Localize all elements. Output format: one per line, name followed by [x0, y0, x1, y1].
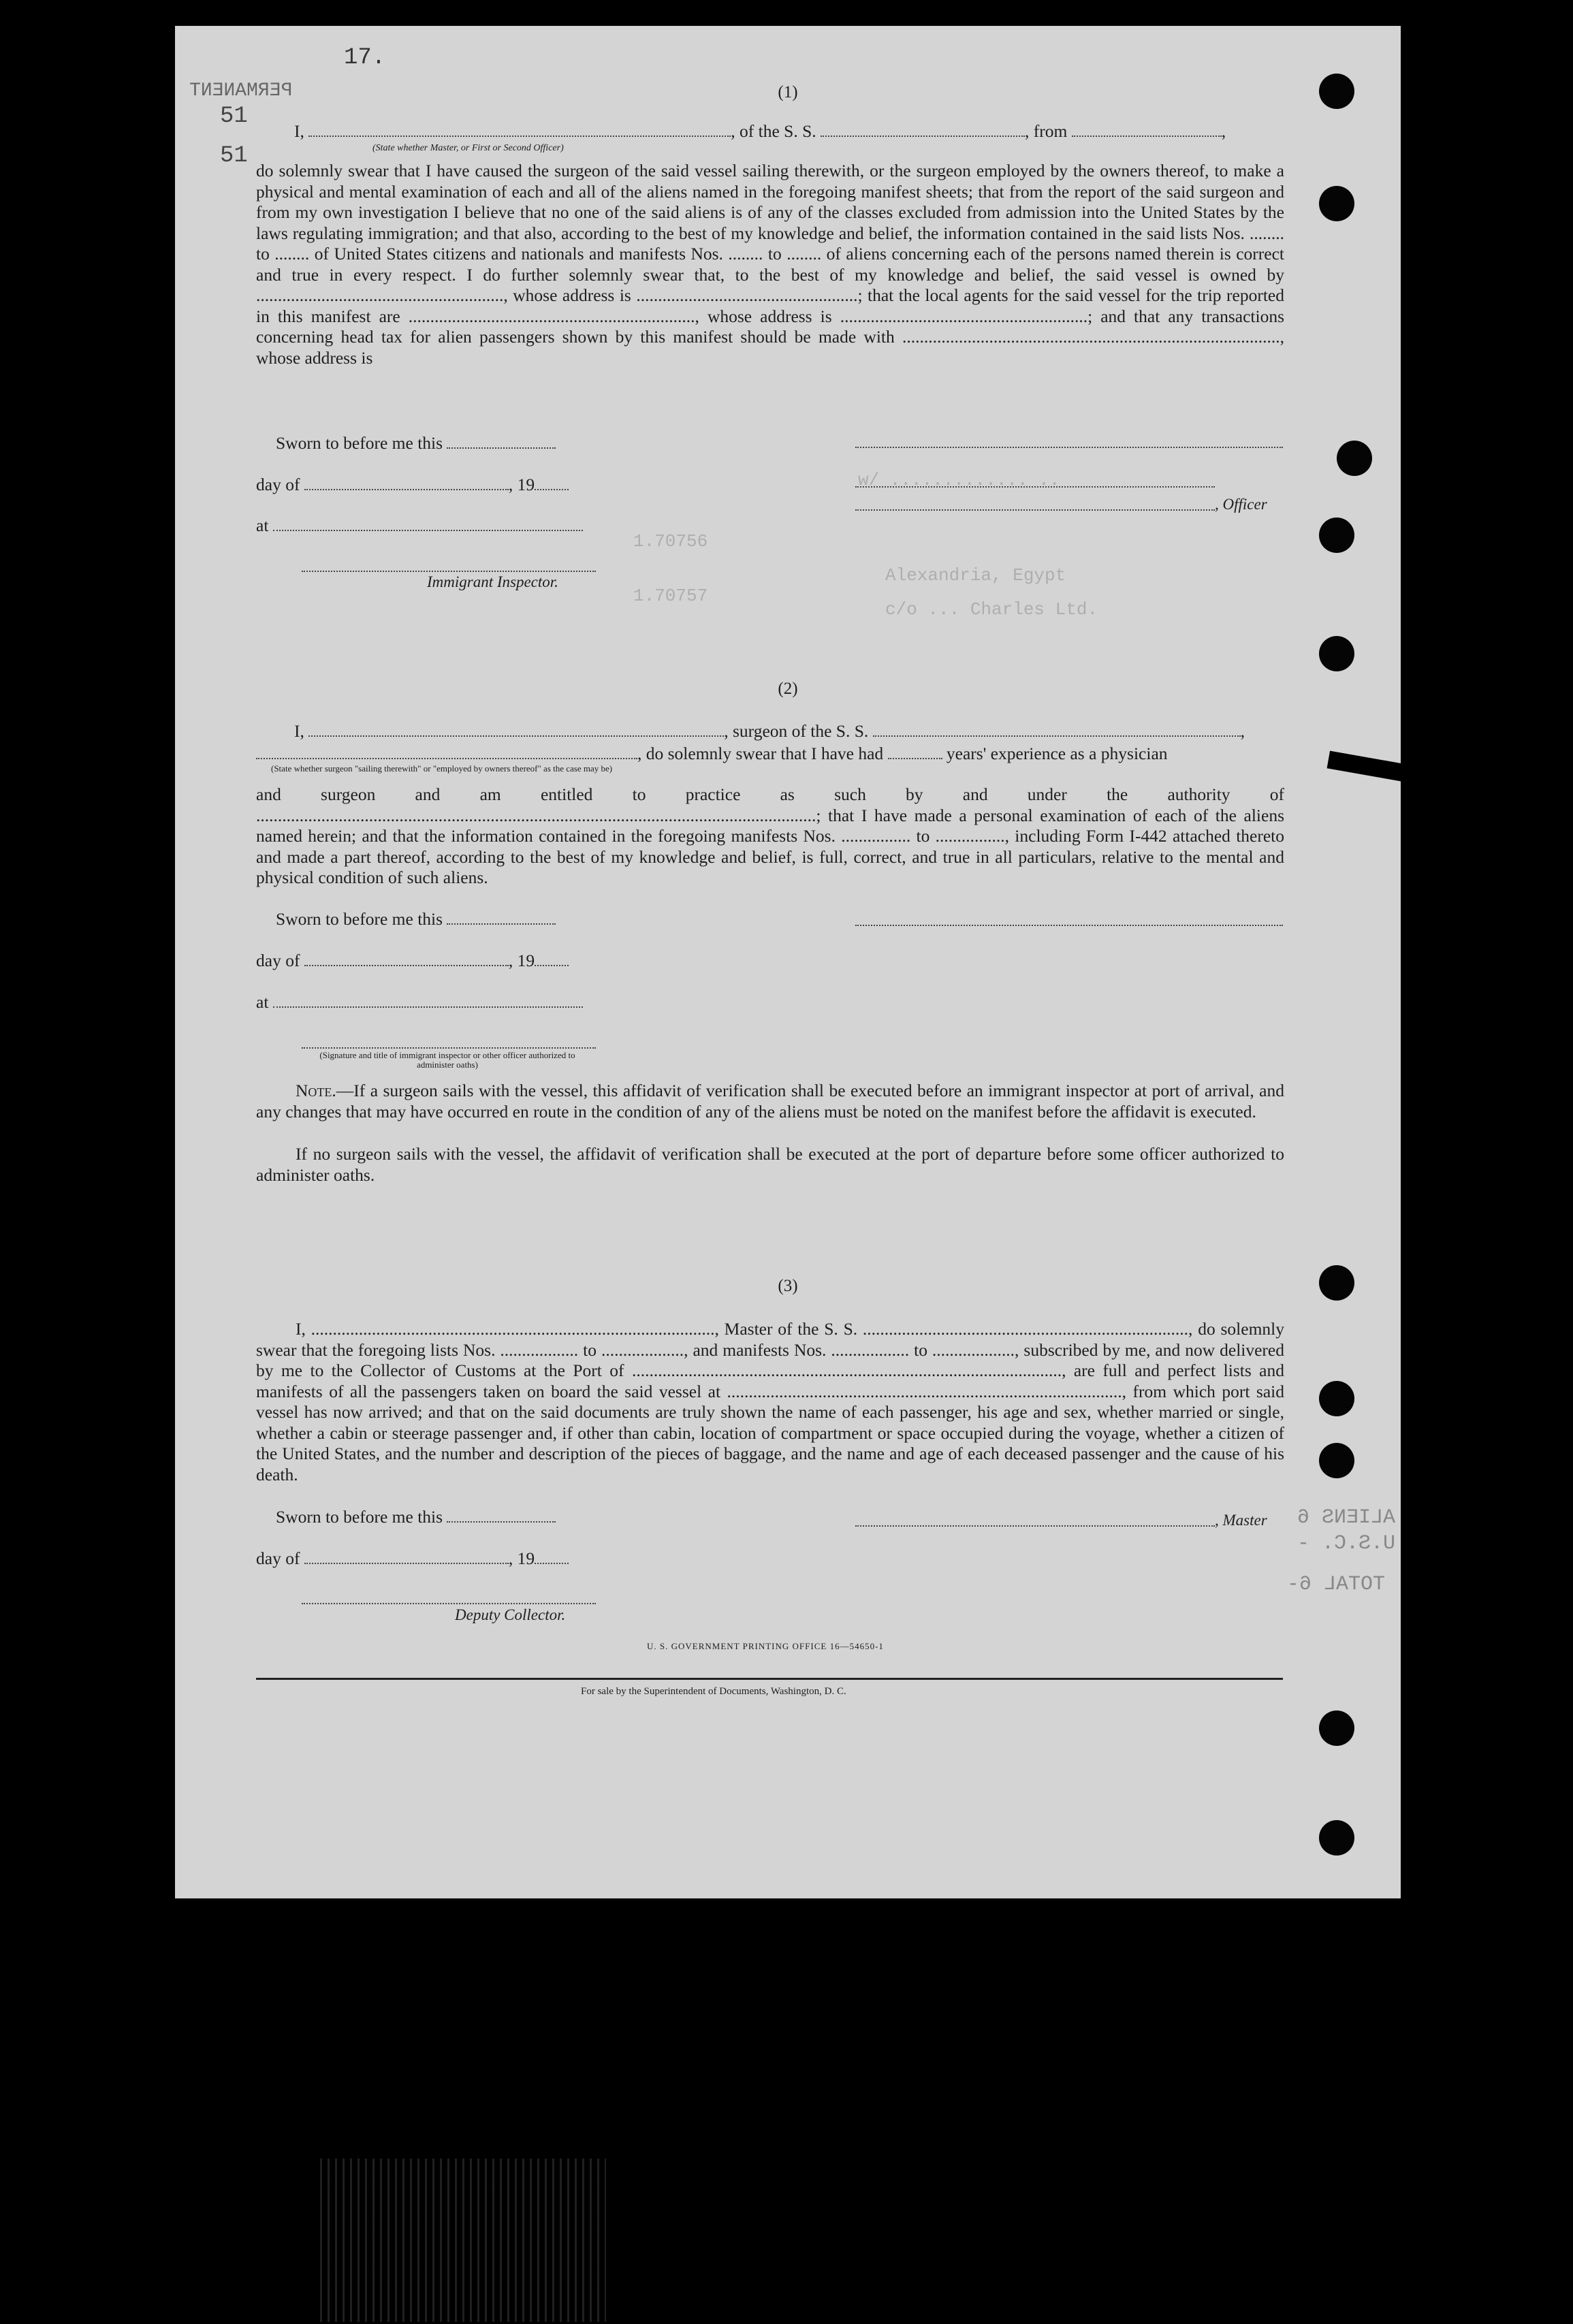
year-label: , 19	[508, 475, 535, 494]
day-of-label: day of	[256, 951, 300, 970]
sworn-label: Sworn to before me this	[276, 1507, 443, 1527]
master-label: , Master	[1215, 1512, 1267, 1529]
right-edge-bleed: U.S.C. -	[1297, 1532, 1396, 1555]
section-2-years: years' experience as a physician	[946, 744, 1168, 763]
officer-line-3	[855, 509, 1215, 511]
section-2-body: and surgeon and am entitled to practice as such by and under the authority of .................................................................................................................................; that I have made a personal examination of each of the aliens named herein; and that the information contained in the foregoing manifests Nos. ................ to ................, including Form I-442 attached thereto and made a part thereof, according to the best of my knowledge and belief, is full, correct, and true in all particulars, relative to the mental and physical condition of such aliens.	[256, 784, 1284, 887]
at-label: at	[256, 992, 269, 1012]
section-1-of-ss: , of the S. S.	[731, 121, 816, 141]
section-2-day	[256, 951, 569, 971]
section-1-first-line: I, , of the S. S. , from ,	[294, 121, 1226, 141]
section-2-sig-caption: (Signature and title of immigrant inspector or other officer authorized to administer oaths)	[319, 1050, 575, 1070]
section-2-caption: (State whether surgeon "sailing therewith" or "employed by owners thereof" as the case may be)	[271, 763, 613, 774]
sworn-label: Sworn to before me this	[276, 433, 443, 453]
page-number-mark: 17.	[344, 45, 386, 71]
note-label: Note.	[296, 1081, 336, 1100]
section-1-from: , from	[1025, 121, 1068, 141]
sworn-label: Sworn to before me this	[276, 909, 443, 929]
margin-number: 51	[220, 104, 248, 129]
right-edge-bleed: TOTAL 6-	[1287, 1573, 1386, 1596]
show-through-text: Alexandria, Egypt	[885, 565, 1066, 586]
show-through-text: c/o ... Charles Ltd.	[885, 599, 1098, 620]
section-3-sworn	[276, 1507, 556, 1527]
right-edge-bleed: ALIENS 6	[1297, 1506, 1396, 1529]
officer-label: , Officer	[1215, 496, 1267, 513]
day-of-label: day of	[256, 1548, 300, 1568]
punch-hole	[1319, 186, 1354, 221]
punch-hole	[1319, 1443, 1354, 1478]
section-1-sworn	[276, 433, 556, 453]
collector-signature-line	[302, 1603, 596, 1604]
note-2-paragraph: If no surgeon sails with the vessel, the affidavit of verification shall be executed at the port of departure before some officer authorized to administer oaths.	[256, 1144, 1284, 1185]
punch-hole	[1337, 441, 1372, 476]
punch-hole	[1319, 518, 1354, 553]
year-label: , 19	[508, 1548, 535, 1568]
section-1-day	[256, 475, 569, 495]
day-of-label: day of	[256, 475, 300, 494]
scan-artifact	[320, 2159, 606, 2322]
section-3-body: I, ............................................................................................., Master of the S. S. ..........................................................................., do solemnly swear that the foregoing lists Nos. .................. to ..................., and manifests Nos. .................. to ..................., subscribed by me, and now delivered by me to the Collector of Customs at the Port of ..................................................................................................., are full and perfect lists and manifests of all the passengers taken on board the said vessel at ..........................................................................................., from which port said vessel has now arrived; and that on the said documents are truly shown the name of each passenger, his age and sex, whether married or single, whether a cabin or steerage passenger and, if other than cabin, location of compartment or space occupied during the voyage, whether a citizen of the United States, and the number and description of the pieces of baggage, and the name and age of each deceased passenger and the cause of his death.	[256, 1319, 1284, 1484]
punch-hole	[1319, 1820, 1354, 1856]
show-through-text: 1.70756	[633, 531, 708, 552]
note-text: —If a surgeon sails with the vessel, this affidavit of verification shall be executed before an immigrant inspector at port of arrival, and any changes that may have occurred en route in the condition of any of the aliens must be noted on the manifest before the affidavit is executed.	[256, 1081, 1284, 1121]
section-2-inspector-line	[302, 1047, 596, 1049]
section-1-i: I,	[294, 121, 304, 141]
officer-line-1	[855, 447, 1283, 448]
show-through-text: w/ ............. ..	[858, 470, 1060, 490]
section-2-signature-line	[855, 925, 1283, 926]
section-2-sworn	[276, 909, 556, 929]
punch-hole	[1319, 1710, 1354, 1746]
show-through-text: 1.70757	[633, 586, 708, 606]
note-paragraph	[256, 1081, 1284, 1122]
section-3-day	[256, 1548, 569, 1569]
section-2-solemnly: , do solemnly swear that I have had	[637, 744, 884, 763]
punch-hole	[1319, 1381, 1354, 1416]
section-1-body: do solemnly swear that I have caused the surgeon of the said vessel sailing therewith, or the surgeon employed by the owners thereof, to make a physical and mental examination of each and all of the aliens named in the foregoing manifest sheets; that from the report of the said surgeon and from my own investigation I believe that no one of the said aliens is of any of the classes excluded from admission into the United States by the laws regulating immigration; and that also, according to the best of my knowledge and belief, the information contained in the said lists Nos. ........ to ........ of United States citizens and nationals and manifests Nos. ........ to ........ of aliens concerning each of the persons named therein is correct and true in every respect. I do further solemnly swear that, to the best of my knowledge and belief, the said vessel is owned by ........................................................., whose address is ...................................................; that the local agents for the said vessel for the trip reported in this manifest are .................................................................., whose address is .........................................................; and that any transactions concerning head tax for alien passengers shown by this manifest should be made with ......................................................................................., whose address is	[256, 161, 1284, 368]
section-2-number: (2)	[778, 680, 798, 698]
bleed-header: PERMANENT	[189, 80, 293, 101]
sale-notice: For sale by the Superintendent of Documents, Washington, D. C.	[581, 1686, 846, 1697]
section-2-i: I,	[294, 721, 304, 741]
section-1-caption: (State whether Master, or First or Second Officer)	[372, 143, 564, 153]
master-signature-line	[855, 1525, 1215, 1527]
immigrant-inspector-label: Immigrant Inspector.	[427, 573, 558, 590]
footer-rule	[256, 1678, 1283, 1680]
section-3-number: (3)	[778, 1277, 798, 1295]
section-2-first-line: I, , surgeon of the S. S. ,	[294, 721, 1245, 741]
section-2-second-line	[256, 744, 1168, 764]
inspector-signature-line	[302, 571, 596, 572]
punch-hole	[1319, 636, 1354, 671]
section-2-surgeon-of-ss: , surgeon of the S. S.	[724, 721, 869, 741]
section-2-at	[256, 992, 583, 1013]
gpo-imprint: U. S. GOVERNMENT PRINTING OFFICE 16—54650-1	[647, 1641, 884, 1651]
year-label: , 19	[508, 951, 535, 970]
at-label: at	[256, 515, 269, 535]
section-1-at	[256, 515, 583, 536]
deputy-collector-label: Deputy Collector.	[455, 1606, 566, 1623]
margin-number: 51	[220, 143, 248, 169]
section-1-number: (1)	[778, 83, 798, 101]
